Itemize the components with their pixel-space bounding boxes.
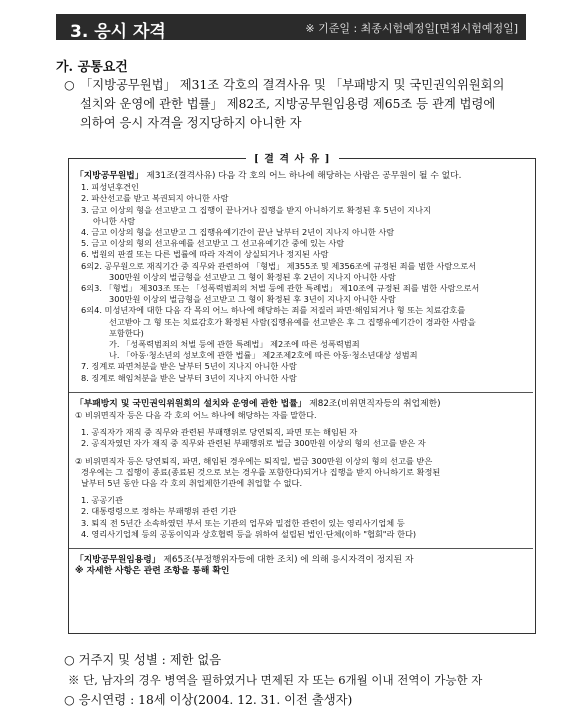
residence-requirement: ○ 거주지 및 성별 : 제한 없음	[64, 653, 222, 667]
age-requirement: ○ 응시연령 : 18세 이상(2004. 12. 31. 이전 출생자)	[64, 693, 353, 707]
bullet-icon: ○	[64, 78, 75, 92]
law1-subitem: 나. 「아동·청소년의 성보호에 관한 법률」 제2조제2호에 따른 아동·청소년대상 성범죄	[109, 350, 418, 361]
section-title-bar	[56, 14, 526, 40]
section-title: 3. 응시 자격	[70, 22, 166, 42]
law1-item: 6. 법원의 판결 또는 다른 법률에 따라 자격이 상실되거나 정지된 사람	[81, 249, 329, 260]
law1-item: 1. 피성년후견인	[81, 182, 139, 193]
law1-item: 8. 징계로 해임처분을 받은 날부터 3년이 지나지 아니한 사람	[81, 372, 297, 383]
law2-item: 4. 영리사기업체 등의 공동이익과 상호협력 등을 위하여 설립된 법인·단체(이하 "협회"라 한다)	[81, 528, 417, 539]
law1-item: 7. 징계로 파면처분을 받은 날부터 5년이 지나지 아니한 사람	[81, 361, 297, 372]
law1-item: 2. 파산선고를 받고 복권되지 아니한 사람	[81, 193, 229, 204]
law1-item: 6의3. 「형법」 제303조 또는 「성폭력범죄의 처벌 등에 관한 특례법」 제10조에 규정된 죄를 범한 사람으로서	[81, 283, 480, 294]
law2-name: 「부패방지 및 국민권익위원회의 설치와 운영에 관한 법률」	[75, 398, 307, 409]
law1-name: 「지방공무원법」	[75, 171, 144, 181]
law3-name: 「지방공무원임용령」	[75, 555, 161, 566]
law2-item: 1. 공직자가 재직 중 직무와 관련된 부패행위로 당연퇴직, 파면 또는 해임된 자	[81, 427, 358, 438]
law1-item: 선고받아 그 형 또는 치료감호가 확정된 사람(집행유예를 선고받은 후 그 집행유예기간이 경과한 사람을	[109, 316, 476, 327]
law3-heading	[75, 555, 527, 566]
law1-item: 4. 금고 이상의 형을 선고받고 그 집행유예기간이 끝난 날부터 2년이 지나지 아니한 사람	[81, 227, 395, 238]
intro-line: 「지방공무원법」 제31조 각호의 결격사유 및 「부패방지 및 국민권익위원회의	[80, 78, 505, 92]
law3-desc: 제65조(부정행위자등에 대한 조치) 에 의해 응시자격이 정지된 자	[160, 555, 414, 566]
military-note: ※ 단, 남자의 경우 병역을 필하였거나 면제된 자 또는 6개월 이내 전역이 가능한 자	[68, 673, 483, 687]
base-date-note: ※ 기준일 : 최종시험예정일[면접시험예정일]	[305, 22, 518, 35]
law2-item: 2. 대통령령으로 정하는 부패행위 관련 기관	[81, 506, 237, 517]
law1-item: 6의4. 미성년자에 대한 다음 각 목의 어느 하나에 해당하는 죄를 저질러 파면·해임되거나 형 또는 치료감호를	[81, 305, 466, 316]
law1-item: 3. 금고 이상의 형을 선고받고 그 집행이 끝나거나 집행을 받지 아니하기로 확정된 후 5년이 지나지	[81, 204, 432, 215]
law2-item: ① 비위면직자 등은 다음 각 호의 어느 하나에 해당하는 자를 말한다.	[75, 410, 317, 421]
law1-item: 300만원 이상의 벌금형을 선고받고 그 형이 확정된 후 2년이 지나지 아니한 사람	[109, 271, 396, 282]
intro-line: 설치와 운영에 관한 법률」 제82조, 지방공무원임용령 제65조 등 관계 법령에	[80, 97, 496, 111]
law2-desc: 제82조(비위면직자등의 취업제한)	[306, 398, 441, 409]
intro-paragraph	[64, 76, 534, 133]
divider	[69, 548, 533, 549]
law2-item: ② 비위면직자 등은 당연퇴직, 파면, 해임된 경우에는 퇴직일, 벌금 300만원 이상의 형의 선고를 받은	[75, 455, 433, 466]
law1-heading	[75, 171, 527, 182]
subsection-heading: 가. 공통요건	[56, 60, 128, 75]
divider	[69, 392, 533, 393]
law1-subitem: 가. 「성폭력범죄의 처벌 등에 관한 특례법」 제2조에 따른 성폭력범죄	[109, 339, 360, 350]
box-title: [ 결 격 사 유 ]	[246, 150, 339, 165]
law2-item: 1. 공공기관	[81, 495, 124, 506]
disqualification-box	[68, 154, 536, 634]
law1-item: 5. 금고 이상의 형의 선고유예를 선고받고 그 선고유예기간 중에 있는 사람	[81, 238, 345, 249]
intro-line: 의하여 응시 자격을 정지당하지 아니한 자	[80, 116, 302, 130]
law2-item: 2. 공직자였던 자가 재직 중 직무와 관련된 부패행위로 벌금 300만원 이상의 형의 선고를 받은 자	[81, 438, 426, 449]
law2-item: 3. 퇴직 전 5년간 소속하였던 부서 또는 기관의 업무와 밀접한 관련이 있는 영리사기업체 등	[81, 517, 405, 528]
law1-desc: 제31조(결격사유) 다음 각 호의 어느 하나에 해당하는 사람은 공무원이 될 수 없다.	[143, 171, 462, 181]
law2-item: 경우에는 그 집행이 종료(종료된 것으로 보는 경우를 포함한다)되거나 집행을 받지 아니하기로 확정된	[81, 466, 441, 477]
law2-heading	[75, 399, 527, 410]
law1-item: 포함한다)	[109, 327, 144, 338]
law1-item: 6의2. 공무원으로 재직기간 중 직무와 관련하여 「형법」 제355조 및 제356조에 규정된 죄를 범한 사람으로서	[81, 260, 477, 271]
law3-note: ※ 자세한 사항은 관련 조항을 통해 확인	[75, 566, 230, 577]
box-content	[75, 171, 527, 578]
footer-requirements	[64, 650, 544, 710]
law1-item: 아니한 사람	[93, 215, 136, 226]
law1-item: 300만원 이상의 벌금형을 선고받고 그 형이 확정된 후 3년이 지나지 아니한 사람	[109, 294, 396, 305]
law2-item: 날부터 5년 동안 다음 각 호의 취업제한기관에 취업할 수 없다.	[81, 478, 303, 489]
